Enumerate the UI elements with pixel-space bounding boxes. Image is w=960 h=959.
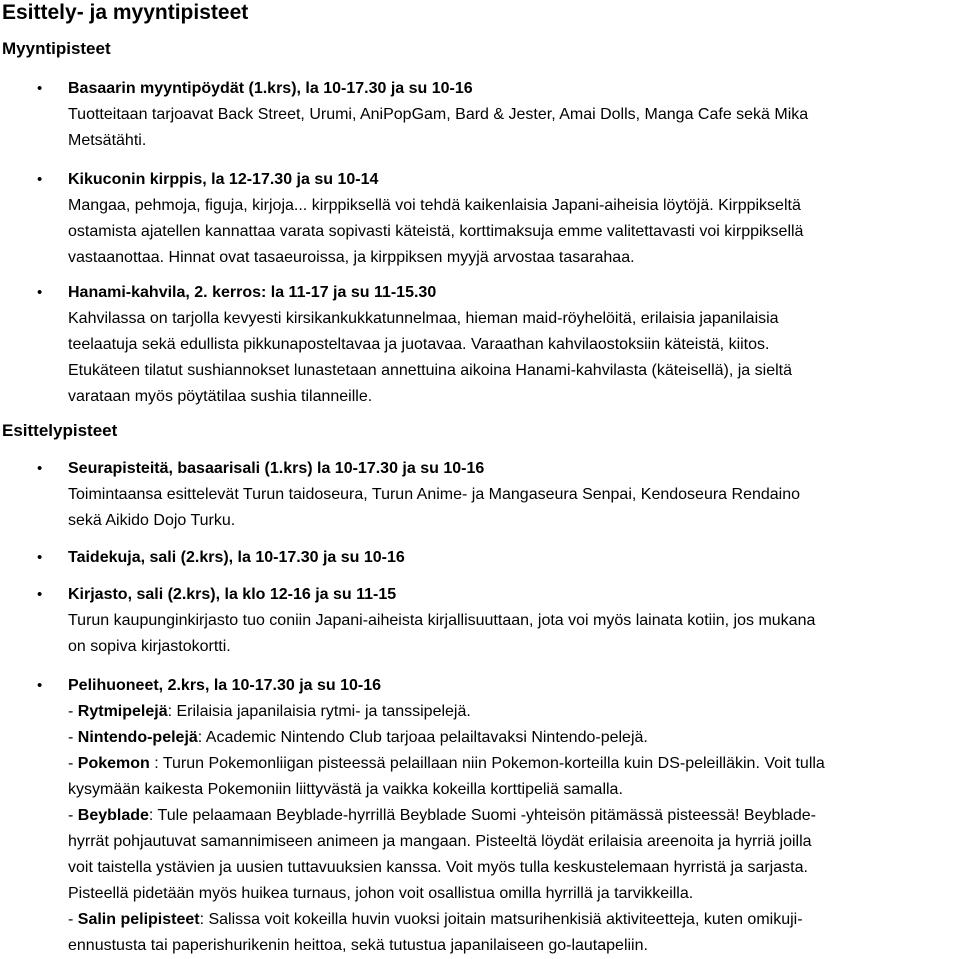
item-text: ostamista ajatellen kannattaa varata sopivasti käteistä, korttimaksuja emme valitettavasti voi kirppiksellä bbox=[68, 223, 804, 240]
item-heading: Hanami-kahvila, 2. kerros: la 11-17 ja su 11-15.30 bbox=[68, 284, 437, 301]
game-entry-pokemon bbox=[68, 751, 825, 777]
entry-text: : Turun Pokemonliigan pisteessä pelaillaan niin Pokemon-korteilla kuin DS-peleilläkin. Voit tulla bbox=[149, 755, 825, 772]
game-entry-rytmipeleja bbox=[68, 699, 471, 725]
item-text: vastaanottaa. Hinnat ovat tasaeuroissa, ja kirppiksen myyjä arvostaa tasarahaa. bbox=[68, 249, 635, 266]
item-heading: Basaarin myyntipöydät (1.krs), la 10-17.30 ja su 10-16 bbox=[68, 80, 473, 97]
entry-continuation: Pisteellä pidetään myös huikea turnaus, johon voit osallistua omilla hyrrillä ja tarvikkeilla. bbox=[68, 885, 694, 902]
entry-text: : Tule pelaamaan Beyblade-hyrrillä Beyblade Suomi -yhteisön pitämässä pisteessä! Beyblade- bbox=[148, 807, 816, 824]
game-entry-beyblade bbox=[68, 803, 816, 829]
item-text: Turun kaupunginkirjasto tuo coniin Japani-aiheista kirjallisuuttaan, jota voi myös lainata kotiin, jos mukana bbox=[68, 612, 816, 629]
item-heading: Pelihuoneet, 2.krs, la 10-17.30 ja su 10-16 bbox=[68, 677, 382, 694]
item-text: Etukäteen tilatut sushiannokset lunastetaan annettuina aikoina Hanami-kahvilasta (käteisellä), ja sieltä bbox=[68, 362, 792, 379]
entry-prefix: - bbox=[68, 807, 78, 824]
item-text: on sopiva kirjastokortti. bbox=[68, 638, 231, 655]
entry-prefix: - bbox=[68, 911, 78, 928]
bullet-icon: • bbox=[37, 460, 43, 477]
entry-name: Salin pelipisteet bbox=[77, 911, 200, 928]
item-text: Mangaa, pehmoja, figuja, kirjoja... kirppiksellä voi tehdä kaikenlaisia Japani-aiheisia löytöjä. Kirppikseltä bbox=[68, 197, 801, 214]
entry-continuation: voit taistella ystävien ja uusien tuttavuuksien kanssa. Voit myös tulla keskustelemaan hyrristä ja sarjasta. bbox=[68, 859, 808, 876]
item-text: teelaatuja sekä edullista pikkunaposteltavaa ja juotavaa. Varaathan kahvilaostoksiin käteistä, kiitos. bbox=[68, 336, 770, 353]
section-heading-esittelypisteet: Esittelypisteet bbox=[2, 421, 118, 440]
bullet-icon: • bbox=[37, 549, 43, 566]
entry-text: : Erilaisia japanilaisia rytmi- ja tanssipelejä. bbox=[167, 703, 471, 720]
bullet-icon: • bbox=[37, 80, 43, 97]
item-text: varataan myös pöytätilaa sushia tilanneille. bbox=[68, 388, 373, 405]
entry-name: Nintendo-pelejä bbox=[77, 729, 198, 746]
item-text: Metsätähti. bbox=[68, 132, 147, 149]
entry-continuation: ennustusta tai paperishurikenin heittoa, sekä tutustua japanilaiseen go-lautapeliin. bbox=[68, 937, 648, 954]
entry-continuation: hyrrät pohjautuvat samannimiseen animeen ja mangaan. Pisteeltä löydät erilaisia areenoita ja hyrriä joilla bbox=[68, 833, 812, 850]
item-heading: Taidekuja, sali (2.krs), la 10-17.30 ja su 10-16 bbox=[68, 549, 405, 566]
item-heading: Seurapisteitä, basaarisali (1.krs) la 10-17.30 ja su 10-16 bbox=[68, 460, 485, 477]
entry-prefix: - bbox=[68, 703, 78, 720]
item-heading: Kikuconin kirppis, la 12-17.30 ja su 10-14 bbox=[68, 171, 379, 188]
page-title: Esittely- ja myyntipisteet bbox=[2, 1, 249, 24]
bullet-icon: • bbox=[37, 677, 43, 694]
section-heading-myyntipisteet: Myyntipisteet bbox=[2, 39, 111, 58]
entry-text: : Academic Nintendo Club tarjoaa pelailtavaksi Nintendo-pelejä. bbox=[197, 729, 648, 746]
item-text: Toimintaansa esittelevät Turun taidoseura, Turun Anime- ja Mangaseura Senpai, Kendoseura Rendaino bbox=[68, 486, 801, 503]
game-entry-salin-pelipisteet bbox=[68, 907, 803, 933]
game-entry-nintendo bbox=[68, 725, 648, 751]
entry-prefix: - bbox=[68, 729, 78, 746]
item-text: sekä Aikido Dojo Turku. bbox=[68, 512, 236, 529]
entry-name: Pokemon bbox=[77, 755, 150, 772]
item-text: Tuotteitaan tarjoavat Back Street, Urumi, AniPopGam, Bard & Jester, Amai Dolls, Manga Cafe sekä Mika bbox=[68, 106, 809, 123]
bullet-icon: • bbox=[37, 586, 43, 603]
bullet-icon: • bbox=[37, 284, 43, 301]
entry-continuation: kysymään kaikesta Pokemoniin liittyvästä ja vaikka kokeilla korttipeliä samalla. bbox=[68, 781, 623, 798]
bullet-icon: • bbox=[37, 171, 43, 188]
entry-prefix: - bbox=[68, 755, 78, 772]
entry-name: Rytmipelejä bbox=[77, 703, 168, 720]
item-heading: Kirjasto, sali (2.krs), la klo 12-16 ja su 11-15 bbox=[68, 586, 397, 603]
entry-name: Beyblade bbox=[77, 807, 149, 824]
item-text: Kahvilassa on tarjolla kevyesti kirsikankukkatunnelmaa, hieman maid-röyhelöitä, erilaisia japanilaisia bbox=[68, 310, 779, 327]
entry-text: : Salissa voit kokeilla huvin vuoksi joitain matsurihenkisiä aktiviteetteja, kuten omikuji- bbox=[199, 911, 803, 928]
